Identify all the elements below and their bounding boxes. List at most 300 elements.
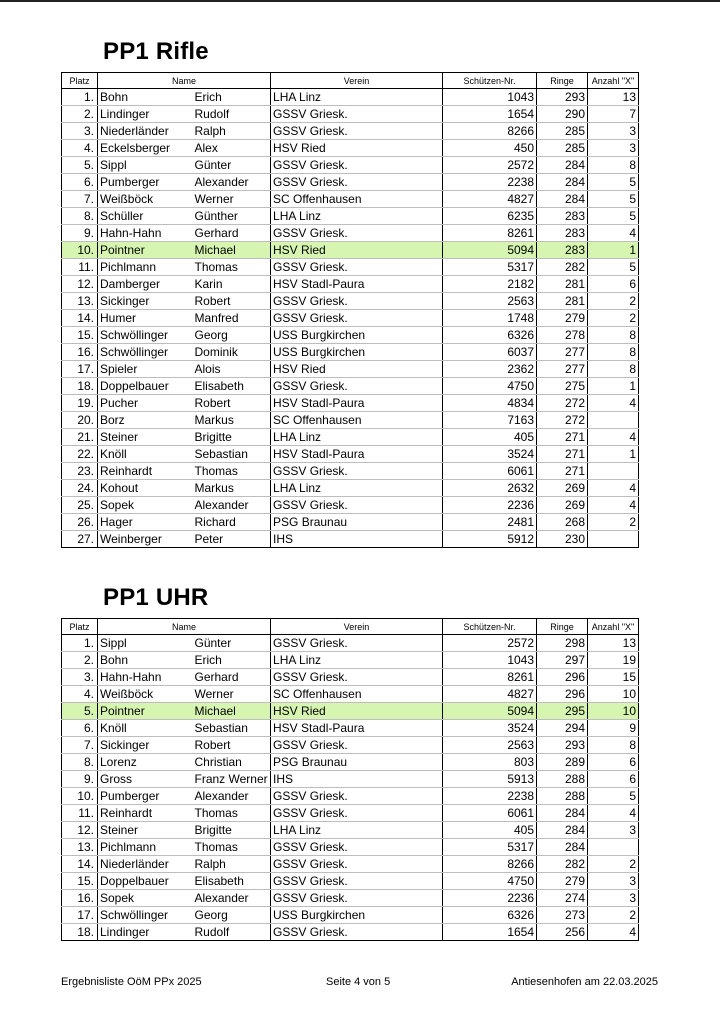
cell-verein: GSSV Griesk. xyxy=(271,123,443,140)
cell-nr: 1748 xyxy=(443,310,537,327)
cell-ringe: 285 xyxy=(537,140,588,157)
cell-x: 6 xyxy=(588,771,639,788)
cell-nachname: Steiner xyxy=(98,822,193,839)
cell-nachname: Weinberger xyxy=(98,531,193,548)
cell-nachname: Reinhardt xyxy=(98,463,193,480)
table-row xyxy=(62,822,639,839)
cell-nr: 6061 xyxy=(443,805,537,822)
cell-nachname: Sickinger xyxy=(98,293,193,310)
cell-platz: 22. xyxy=(62,446,98,463)
cell-platz: 7. xyxy=(62,191,98,208)
table-row xyxy=(62,157,639,174)
table-row xyxy=(62,531,639,548)
cell-x: 8 xyxy=(588,327,639,344)
cell-ringe: 272 xyxy=(537,412,588,429)
cell-platz: 5. xyxy=(62,157,98,174)
cell-x: 13 xyxy=(588,89,639,106)
cell-x: 3 xyxy=(588,890,639,907)
cell-vorname: Günther xyxy=(193,208,271,225)
cell-vorname: Gerhard xyxy=(193,669,271,686)
cell-x: 8 xyxy=(588,344,639,361)
cell-platz: 11. xyxy=(62,805,98,822)
cell-x: 3 xyxy=(588,140,639,157)
table-row xyxy=(62,497,639,514)
cell-nr: 6326 xyxy=(443,907,537,924)
cell-verein: GSSV Griesk. xyxy=(271,174,443,191)
cell-x xyxy=(588,839,639,856)
cell-nr: 2563 xyxy=(443,293,537,310)
cell-verein: GSSV Griesk. xyxy=(271,106,443,123)
cell-vorname: Elisabeth xyxy=(193,378,271,395)
table-row xyxy=(62,208,639,225)
table-row xyxy=(62,907,639,924)
cell-verein: GSSV Griesk. xyxy=(271,873,443,890)
cell-x: 4 xyxy=(588,225,639,242)
cell-vorname: Thomas xyxy=(193,805,271,822)
cell-verein: PSG Braunau xyxy=(271,754,443,771)
cell-ringe: 271 xyxy=(537,463,588,480)
cell-nr: 4750 xyxy=(443,873,537,890)
cell-verein: USS Burgkirchen xyxy=(271,344,443,361)
cell-ringe: 281 xyxy=(537,276,588,293)
cell-platz: 2. xyxy=(62,652,98,669)
cell-verein: LHA Linz xyxy=(271,429,443,446)
cell-platz: 4. xyxy=(62,686,98,703)
cell-x: 4 xyxy=(588,924,639,941)
cell-nr: 2563 xyxy=(443,737,537,754)
cell-ringe: 272 xyxy=(537,395,588,412)
cell-x xyxy=(588,463,639,480)
col-header-x: Anzahl "X" xyxy=(588,619,639,635)
cell-platz: 12. xyxy=(62,822,98,839)
cell-verein: GSSV Griesk. xyxy=(271,805,443,822)
table-row xyxy=(62,89,639,106)
table-row xyxy=(62,754,639,771)
cell-vorname: Alexander xyxy=(193,174,271,191)
cell-vorname: Brigitte xyxy=(193,822,271,839)
col-header-platz: Platz xyxy=(62,619,98,635)
cell-nachname: Bohn xyxy=(98,89,193,106)
cell-verein: GSSV Griesk. xyxy=(271,259,443,276)
cell-nachname: Eckelsberger xyxy=(98,140,193,157)
table-row xyxy=(62,788,639,805)
cell-verein: GSSV Griesk. xyxy=(271,737,443,754)
cell-verein: GSSV Griesk. xyxy=(271,635,443,652)
table-row xyxy=(62,395,639,412)
cell-ringe: 279 xyxy=(537,310,588,327)
table-row xyxy=(62,378,639,395)
cell-verein: GSSV Griesk. xyxy=(271,293,443,310)
cell-vorname: Karin xyxy=(193,276,271,293)
cell-vorname: Günter xyxy=(193,635,271,652)
cell-x xyxy=(588,412,639,429)
cell-x xyxy=(588,531,639,548)
cell-platz: 16. xyxy=(62,344,98,361)
cell-nachname: Doppelbauer xyxy=(98,873,193,890)
cell-nr: 4827 xyxy=(443,191,537,208)
cell-nachname: Spieler xyxy=(98,361,193,378)
cell-ringe: 283 xyxy=(537,208,588,225)
cell-verein: HSV Stadl-Paura xyxy=(271,276,443,293)
cell-platz: 13. xyxy=(62,839,98,856)
cell-verein: LHA Linz xyxy=(271,652,443,669)
cell-platz: 27. xyxy=(62,531,98,548)
table-row xyxy=(62,480,639,497)
cell-nachname: Borz xyxy=(98,412,193,429)
cell-x: 2 xyxy=(588,293,639,310)
cell-x: 10 xyxy=(588,703,639,720)
cell-vorname: Erich xyxy=(193,89,271,106)
cell-nachname: Pucher xyxy=(98,395,193,412)
cell-platz: 25. xyxy=(62,497,98,514)
cell-nr: 5317 xyxy=(443,259,537,276)
cell-nachname: Hahn-Hahn xyxy=(98,225,193,242)
table-row xyxy=(62,686,639,703)
cell-nr: 8266 xyxy=(443,856,537,873)
cell-platz: 11. xyxy=(62,259,98,276)
table-row xyxy=(62,924,639,941)
cell-nr: 6326 xyxy=(443,327,537,344)
cell-ringe: 295 xyxy=(537,703,588,720)
cell-nachname: Lindinger xyxy=(98,924,193,941)
cell-nachname: Pumberger xyxy=(98,788,193,805)
cell-platz: 8. xyxy=(62,754,98,771)
cell-nr: 803 xyxy=(443,754,537,771)
cell-nr: 1654 xyxy=(443,106,537,123)
cell-verein: SC Offenhausen xyxy=(271,191,443,208)
cell-vorname: Thomas xyxy=(193,839,271,856)
cell-nachname: Niederländer xyxy=(98,123,193,140)
section-title-rifle: PP1 Rifle xyxy=(103,38,209,65)
cell-nr: 8261 xyxy=(443,225,537,242)
cell-vorname: Werner xyxy=(193,686,271,703)
cell-ringe: 284 xyxy=(537,822,588,839)
col-header-x: Anzahl "X" xyxy=(588,73,639,89)
cell-ringe: 283 xyxy=(537,225,588,242)
cell-x: 15 xyxy=(588,669,639,686)
cell-verein: LHA Linz xyxy=(271,89,443,106)
table-row xyxy=(62,140,639,157)
cell-platz: 5. xyxy=(62,703,98,720)
cell-ringe: 256 xyxy=(537,924,588,941)
cell-platz: 7. xyxy=(62,737,98,754)
cell-vorname: Ralph xyxy=(193,856,271,873)
cell-nr: 2238 xyxy=(443,788,537,805)
cell-ringe: 277 xyxy=(537,344,588,361)
cell-x: 4 xyxy=(588,497,639,514)
cell-ringe: 281 xyxy=(537,293,588,310)
cell-vorname: Dominik xyxy=(193,344,271,361)
cell-x: 8 xyxy=(588,361,639,378)
cell-verein: GSSV Griesk. xyxy=(271,497,443,514)
cell-platz: 18. xyxy=(62,378,98,395)
table-header-row xyxy=(62,73,639,89)
cell-nr: 3524 xyxy=(443,446,537,463)
cell-x: 4 xyxy=(588,805,639,822)
cell-platz: 24. xyxy=(62,480,98,497)
cell-vorname: Robert xyxy=(193,293,271,310)
cell-verein: GSSV Griesk. xyxy=(271,310,443,327)
cell-platz: 1. xyxy=(62,89,98,106)
cell-platz: 8. xyxy=(62,208,98,225)
cell-platz: 6. xyxy=(62,174,98,191)
cell-platz: 15. xyxy=(62,327,98,344)
cell-platz: 1. xyxy=(62,635,98,652)
cell-x: 5 xyxy=(588,259,639,276)
cell-x: 5 xyxy=(588,208,639,225)
cell-vorname: Alexander xyxy=(193,788,271,805)
cell-nr: 8266 xyxy=(443,123,537,140)
cell-nr: 4827 xyxy=(443,686,537,703)
table-row xyxy=(62,429,639,446)
cell-x: 2 xyxy=(588,514,639,531)
cell-ringe: 283 xyxy=(537,242,588,259)
cell-nachname: Damberger xyxy=(98,276,193,293)
cell-nachname: Steiner xyxy=(98,429,193,446)
cell-platz: 16. xyxy=(62,890,98,907)
col-header-name: Name xyxy=(98,73,271,89)
cell-ringe: 230 xyxy=(537,531,588,548)
cell-nr: 5912 xyxy=(443,531,537,548)
cell-platz: 9. xyxy=(62,225,98,242)
cell-ringe: 284 xyxy=(537,191,588,208)
cell-vorname: Alexander xyxy=(193,497,271,514)
cell-platz: 10. xyxy=(62,788,98,805)
cell-verein: HSV Stadl-Paura xyxy=(271,446,443,463)
table-row xyxy=(62,327,639,344)
cell-nr: 2236 xyxy=(443,497,537,514)
col-header-nr: Schützen-Nr. xyxy=(443,619,537,635)
cell-vorname: Elisabeth xyxy=(193,873,271,890)
cell-ringe: 293 xyxy=(537,737,588,754)
cell-x: 2 xyxy=(588,310,639,327)
cell-nr: 8261 xyxy=(443,669,537,686)
cell-x: 2 xyxy=(588,856,639,873)
cell-x: 2 xyxy=(588,907,639,924)
cell-platz: 23. xyxy=(62,463,98,480)
cell-platz: 3. xyxy=(62,669,98,686)
table-row xyxy=(62,652,639,669)
cell-vorname: Richard xyxy=(193,514,271,531)
cell-nr: 2632 xyxy=(443,480,537,497)
cell-vorname: Alex xyxy=(193,140,271,157)
cell-vorname: Sebastian xyxy=(193,446,271,463)
table-row xyxy=(62,446,639,463)
cell-nr: 3524 xyxy=(443,720,537,737)
cell-ringe: 293 xyxy=(537,89,588,106)
cell-vorname: Georg xyxy=(193,907,271,924)
cell-verein: LHA Linz xyxy=(271,480,443,497)
cell-x: 3 xyxy=(588,123,639,140)
cell-nr: 5094 xyxy=(443,703,537,720)
cell-ringe: 296 xyxy=(537,669,588,686)
cell-vorname: Michael xyxy=(193,242,271,259)
table-row xyxy=(62,412,639,429)
cell-ringe: 269 xyxy=(537,480,588,497)
cell-verein: USS Burgkirchen xyxy=(271,907,443,924)
cell-ringe: 269 xyxy=(537,497,588,514)
cell-x: 9 xyxy=(588,720,639,737)
cell-platz: 9. xyxy=(62,771,98,788)
cell-platz: 3. xyxy=(62,123,98,140)
cell-ringe: 297 xyxy=(537,652,588,669)
table-row xyxy=(62,344,639,361)
col-header-verein: Verein xyxy=(271,619,443,635)
cell-verein: SC Offenhausen xyxy=(271,686,443,703)
cell-nachname: Doppelbauer xyxy=(98,378,193,395)
cell-ringe: 277 xyxy=(537,361,588,378)
cell-ringe: 271 xyxy=(537,446,588,463)
table-row xyxy=(62,276,639,293)
cell-nachname: Pichlmann xyxy=(98,839,193,856)
cell-nachname: Pointner xyxy=(98,242,193,259)
cell-nr: 2572 xyxy=(443,157,537,174)
table-row xyxy=(62,293,639,310)
cell-x: 13 xyxy=(588,635,639,652)
table-row xyxy=(62,123,639,140)
footer-place-date: Antiesenhofen am 22.03.2025 xyxy=(511,976,658,988)
cell-vorname: Rudolf xyxy=(193,924,271,941)
cell-vorname: Markus xyxy=(193,480,271,497)
cell-nachname: Pumberger xyxy=(98,174,193,191)
table-row xyxy=(62,856,639,873)
cell-verein: LHA Linz xyxy=(271,822,443,839)
cell-nr: 2182 xyxy=(443,276,537,293)
cell-verein: HSV Stadl-Paura xyxy=(271,395,443,412)
cell-ringe: 278 xyxy=(537,327,588,344)
cell-nachname: Niederländer xyxy=(98,856,193,873)
cell-verein: GSSV Griesk. xyxy=(271,157,443,174)
cell-verein: GSSV Griesk. xyxy=(271,839,443,856)
cell-vorname: Robert xyxy=(193,395,271,412)
cell-vorname: Günter xyxy=(193,157,271,174)
cell-x: 8 xyxy=(588,157,639,174)
table-row xyxy=(62,737,639,754)
table-row-highlighted xyxy=(62,703,639,720)
cell-ringe: 284 xyxy=(537,805,588,822)
cell-x: 8 xyxy=(588,737,639,754)
cell-x: 4 xyxy=(588,429,639,446)
cell-ringe: 290 xyxy=(537,106,588,123)
cell-verein: HSV Ried xyxy=(271,242,443,259)
cell-verein: IHS xyxy=(271,531,443,548)
results-table-rifle xyxy=(61,72,639,548)
table-row xyxy=(62,514,639,531)
cell-verein: GSSV Griesk. xyxy=(271,463,443,480)
cell-nr: 5913 xyxy=(443,771,537,788)
cell-x: 6 xyxy=(588,276,639,293)
results-table-uhr xyxy=(61,618,639,941)
cell-vorname: Werner xyxy=(193,191,271,208)
cell-nr: 5317 xyxy=(443,839,537,856)
cell-platz: 13. xyxy=(62,293,98,310)
cell-x: 10 xyxy=(588,686,639,703)
cell-ringe: 298 xyxy=(537,635,588,652)
cell-platz: 6. xyxy=(62,720,98,737)
cell-nachname: Pichlmann xyxy=(98,259,193,276)
cell-ringe: 274 xyxy=(537,890,588,907)
cell-nr: 7163 xyxy=(443,412,537,429)
cell-nachname: Hager xyxy=(98,514,193,531)
table-row xyxy=(62,805,639,822)
cell-ringe: 282 xyxy=(537,856,588,873)
col-header-verein: Verein xyxy=(271,73,443,89)
cell-vorname: Alexander xyxy=(193,890,271,907)
col-header-platz: Platz xyxy=(62,73,98,89)
cell-verein: GSSV Griesk. xyxy=(271,890,443,907)
cell-verein: GSSV Griesk. xyxy=(271,669,443,686)
table-row xyxy=(62,310,639,327)
cell-vorname: Rudolf xyxy=(193,106,271,123)
table-row xyxy=(62,873,639,890)
cell-vorname: Thomas xyxy=(193,463,271,480)
cell-ringe: 282 xyxy=(537,259,588,276)
col-header-name: Name xyxy=(98,619,271,635)
cell-x: 3 xyxy=(588,873,639,890)
cell-verein: GSSV Griesk. xyxy=(271,378,443,395)
cell-verein: HSV Ried xyxy=(271,361,443,378)
table-row xyxy=(62,635,639,652)
cell-vorname: Brigitte xyxy=(193,429,271,446)
col-header-nr: Schützen-Nr. xyxy=(443,73,537,89)
cell-platz: 26. xyxy=(62,514,98,531)
cell-verein: HSV Stadl-Paura xyxy=(271,720,443,737)
cell-vorname: Michael xyxy=(193,703,271,720)
cell-platz: 17. xyxy=(62,907,98,924)
cell-nachname: Sopek xyxy=(98,497,193,514)
cell-ringe: 289 xyxy=(537,754,588,771)
cell-nachname: Hahn-Hahn xyxy=(98,669,193,686)
cell-platz: 20. xyxy=(62,412,98,429)
cell-verein: HSV Ried xyxy=(271,703,443,720)
cell-nr: 405 xyxy=(443,429,537,446)
cell-ringe: 284 xyxy=(537,157,588,174)
cell-nachname: Sippl xyxy=(98,157,193,174)
cell-ringe: 284 xyxy=(537,174,588,191)
cell-nr: 2481 xyxy=(443,514,537,531)
cell-nachname: Bohn xyxy=(98,652,193,669)
cell-nr: 1043 xyxy=(443,652,537,669)
col-header-ringe: Ringe xyxy=(537,619,588,635)
cell-x: 4 xyxy=(588,395,639,412)
cell-platz: 17. xyxy=(62,361,98,378)
cell-ringe: 271 xyxy=(537,429,588,446)
cell-vorname: Christian xyxy=(193,754,271,771)
cell-nr: 2236 xyxy=(443,890,537,907)
cell-nachname: Reinhardt xyxy=(98,805,193,822)
cell-ringe: 296 xyxy=(537,686,588,703)
cell-vorname: Georg xyxy=(193,327,271,344)
cell-nachname: Weißböck xyxy=(98,191,193,208)
table-row xyxy=(62,361,639,378)
cell-ringe: 294 xyxy=(537,720,588,737)
cell-x: 5 xyxy=(588,174,639,191)
cell-verein: PSG Braunau xyxy=(271,514,443,531)
cell-nachname: Lindinger xyxy=(98,106,193,123)
cell-nr: 4834 xyxy=(443,395,537,412)
cell-ringe: 279 xyxy=(537,873,588,890)
cell-nachname: Schwöllinger xyxy=(98,327,193,344)
cell-nr: 6061 xyxy=(443,463,537,480)
cell-vorname: Erich xyxy=(193,652,271,669)
cell-nr: 4750 xyxy=(443,378,537,395)
cell-vorname: Gerhard xyxy=(193,225,271,242)
col-header-ringe: Ringe xyxy=(537,73,588,89)
cell-vorname: Thomas xyxy=(193,259,271,276)
cell-platz: 15. xyxy=(62,873,98,890)
cell-nr: 405 xyxy=(443,822,537,839)
section-title-uhr: PP1 UHR xyxy=(103,584,209,611)
